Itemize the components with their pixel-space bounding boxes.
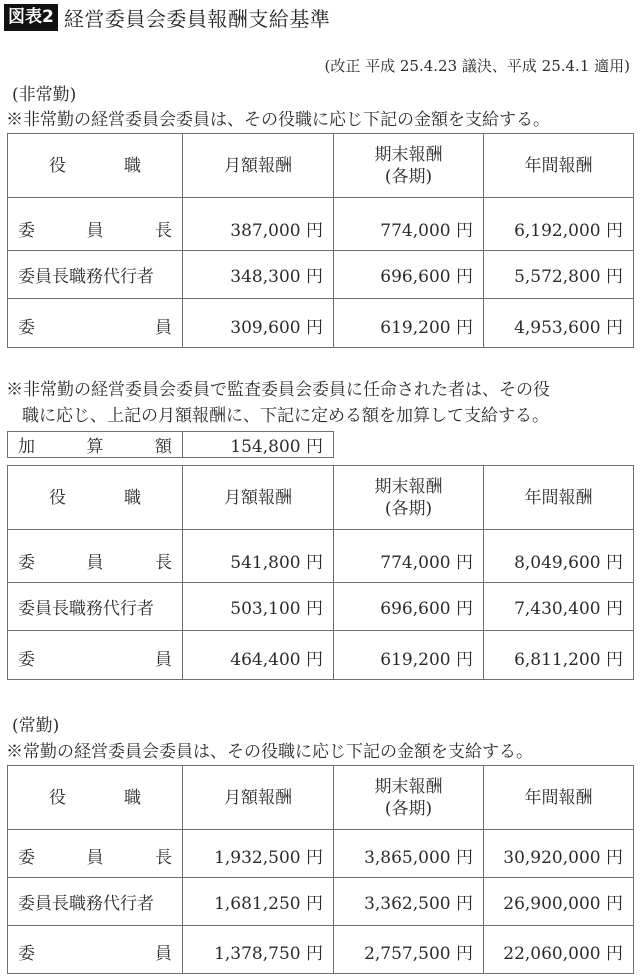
monthly-cell: 503,100 円 [183,583,334,631]
term-end-cell: 774,000 円 [334,198,484,251]
header-monthly: 月額報酬 [183,466,334,530]
role-cell: 委 員 長 [8,530,183,583]
header-monthly: 月額報酬 [183,134,334,198]
addon-value: 154,800 円 [183,432,334,458]
figure-badge: 図表2 [4,4,58,31]
monthly-cell: 464,400 円 [183,631,334,680]
header-annual: 年間報酬 [484,134,634,198]
table-header-row [8,766,634,830]
monthly-cell: 348,300 円 [183,251,334,299]
revision-note: (改正 平成 25.4.23 議決、平成 25.4.1 適用) [324,57,630,75]
role-cell: 委員長職務代行者 [8,583,183,631]
salary-table-part-time [7,133,634,348]
header-annual: 年間報酬 [484,766,634,830]
annual-cell: 7,430,400 円 [484,583,634,631]
table-row [8,299,634,348]
table-row [8,926,634,974]
section-label-part-time: (非常勤) [12,85,77,105]
term-end-cell: 774,000 円 [334,530,484,583]
addon-label: 加 算 額 [8,432,183,458]
term-end-cell: 3,865,000 円 [334,830,484,878]
note-audit-line1: ※非常勤の経営委員会委員で監査委員会委員に任命された者は、その役 [6,380,550,400]
role-cell: 委 員 長 [8,198,183,251]
header-role: 役 職 [8,766,183,830]
table-row [8,583,634,631]
role-cell: 委 員 長 [8,830,183,878]
term-end-cell: 696,600 円 [334,583,484,631]
table-header-row [8,466,634,530]
annual-cell: 22,060,000 円 [484,926,634,974]
annual-cell: 4,953,600 円 [484,299,634,348]
role-cell: 委 員 [8,926,183,974]
document-title: 経営委員会委員報酬支給基準 [63,7,331,31]
header-term-end: 期末報酬 (各期) [334,134,484,198]
term-end-cell: 696,600 円 [334,251,484,299]
monthly-cell: 1,932,500 円 [183,830,334,878]
table-row [8,830,634,878]
annual-cell: 30,920,000 円 [484,830,634,878]
header-term-end: 期末報酬 (各期) [334,766,484,830]
annual-cell: 8,049,600 円 [484,530,634,583]
role-cell: 委 員 [8,631,183,680]
table-row [8,631,634,680]
role-cell: 委員長職務代行者 [8,878,183,926]
document-header [4,4,330,31]
note-full-time: ※常勤の経営委員会委員は、その役職に応じ下記の金額を支給する。 [6,742,533,762]
salary-table-audit [7,465,634,680]
header-annual: 年間報酬 [484,466,634,530]
annual-cell: 6,811,200 円 [484,631,634,680]
table-header-row [8,134,634,198]
annual-cell: 6,192,000 円 [484,198,634,251]
salary-table-full-time [7,765,634,974]
term-end-cell: 2,757,500 円 [334,926,484,974]
role-cell: 委員長職務代行者 [8,251,183,299]
addon-row [8,432,334,458]
annual-cell: 5,572,800 円 [484,251,634,299]
monthly-cell: 541,800 円 [183,530,334,583]
addon-table [7,431,334,458]
table-row [8,251,634,299]
role-cell: 委 員 [8,299,183,348]
header-term-end: 期末報酬 (各期) [334,466,484,530]
header-role: 役 職 [8,134,183,198]
term-end-cell: 619,200 円 [334,299,484,348]
monthly-cell: 1,681,250 円 [183,878,334,926]
term-end-cell: 619,200 円 [334,631,484,680]
monthly-cell: 387,000 円 [183,198,334,251]
note-audit-line2: 職に応じ、上記の月額報酬に、下記に定める額を加算して支給する。 [22,406,549,426]
header-role: 役 職 [8,466,183,530]
note-part-time: ※非常勤の経営委員会委員は、その役職に応じ下記の金額を支給する。 [6,110,550,130]
term-end-cell: 3,362,500 円 [334,878,484,926]
table-row [8,198,634,251]
monthly-cell: 1,378,750 円 [183,926,334,974]
monthly-cell: 309,600 円 [183,299,334,348]
section-label-full-time: (常勤) [12,716,60,736]
header-monthly: 月額報酬 [183,766,334,830]
table-row [8,878,634,926]
annual-cell: 26,900,000 円 [484,878,634,926]
table-row [8,530,634,583]
